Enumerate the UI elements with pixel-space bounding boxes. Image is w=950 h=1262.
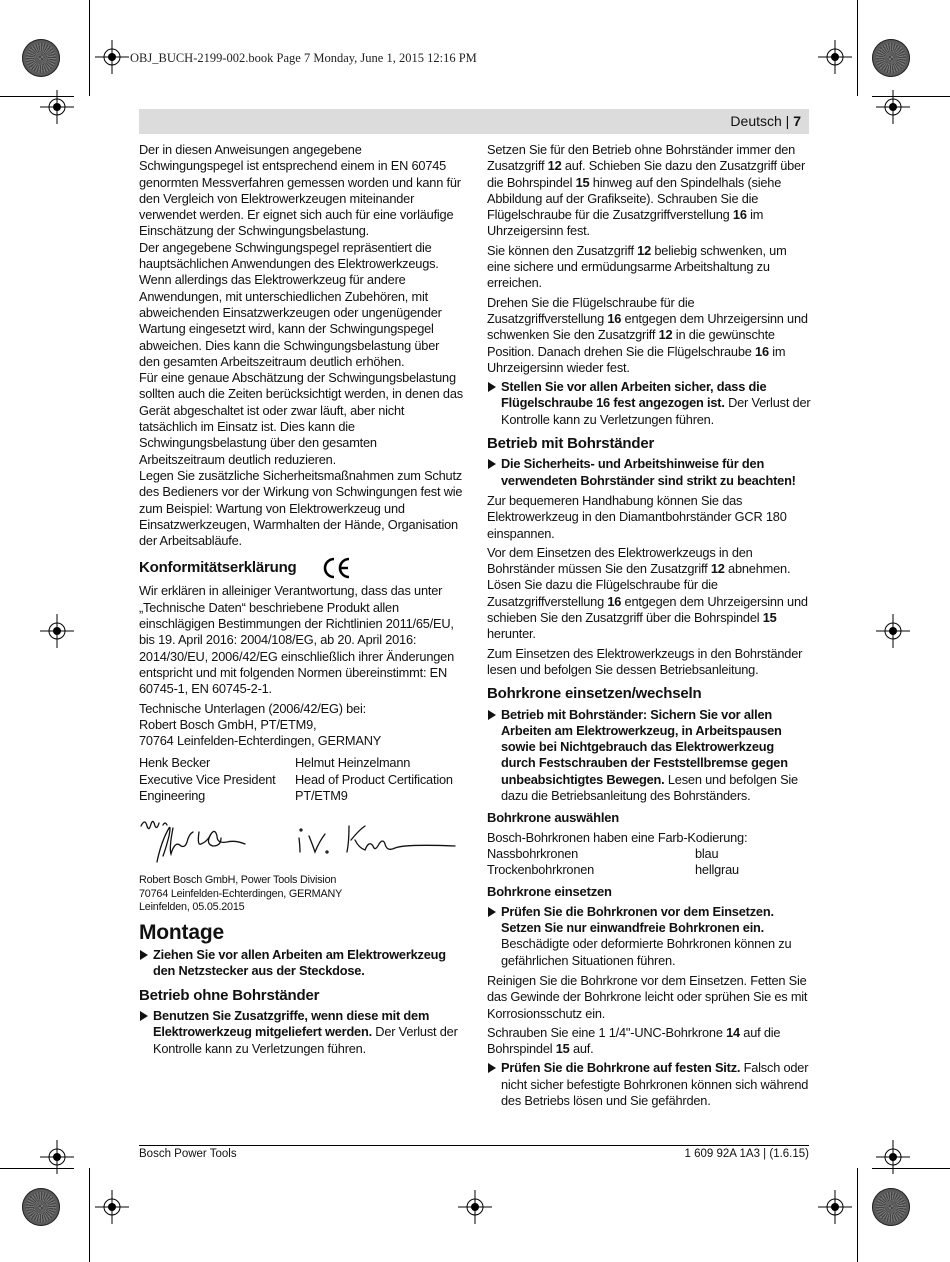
warning-bullet: Ziehen Sie vor allen Arbeiten am Elektrowerkzeug den Netzstecker aus der Steckdose.: [139, 947, 463, 980]
color-target-icon: [872, 39, 910, 77]
color-target-icon: [872, 1188, 910, 1226]
signatory-name: Helmut Heinzelmann: [295, 755, 411, 771]
paragraph: Reinigen Sie die Bohrkrone vor dem Einsetzen. Fetten Sie das Gewinde der Bohrkrone leicht oder sprühen Sie es mit Korrosionsschutz ein.: [487, 972, 808, 1021]
color-code-table: [487, 846, 811, 879]
paragraph: Robert Bosch GmbH, PT/ETM9,: [139, 716, 317, 732]
table-cell: Trockenbohrkronen: [487, 862, 595, 878]
signatory-dept: Engineering: [139, 787, 206, 803]
registration-mark-icon: [876, 1140, 910, 1174]
paragraph: Zur bequemeren Handhabung können Sie das Elektrowerkzeug in den Diamantbohrständer GCR 180 einspannen.: [487, 492, 787, 541]
ce-mark-icon: [322, 557, 352, 579]
signatories: [139, 755, 463, 804]
registration-mark-icon: [40, 90, 74, 124]
warning-bullet: Prüfen Sie die Bohrkrone auf festen Sitz. Falsch oder nicht sicher befestigte Bohrkronen können sich während des Betriebs lösen und Sie gefährden.: [487, 1060, 811, 1109]
company-line: Leinfelden, 05.05.2015: [139, 901, 245, 914]
signatory-left: [139, 755, 295, 804]
registration-mark-icon: [818, 1190, 852, 1224]
signatory-title: Executive Vice President: [139, 771, 276, 787]
warning-bullet: Benutzen Sie Zusatzgriffe, wenn diese mit dem Elektrowerkzeug mitgeliefert werden. Der Verlust der Kontrolle kann zu Verletzungen führen.: [139, 1008, 463, 1057]
paragraph: 70764 Leinfelden-Echterdingen, GERMANY: [139, 733, 382, 749]
warning-bullet: Die Sicherheits- und Arbeitshinweise für den verwendeten Bohrständer sind strikt zu beachten!: [487, 456, 811, 489]
paragraph: Der in diesen Anweisungen angegebene Schwingungspegel ist entsprechend einem in EN 60745 genormten Messverfahren gemessen worden und kann für den Vergleich von Elektrowerkzeugen miteinander verwendet werden. Er eignet sich auch für eine vorläufige Einschätzung der Schwingungsbelastung.: [139, 142, 461, 239]
color-target-icon: [22, 1188, 60, 1226]
registration-mark-icon: [876, 90, 910, 124]
warning-bullet: Betrieb mit Bohrständer: Sichern Sie vor allen Arbeiten am Elektrowerkzeug, in Arbeitspausen sowie bei Nichtgebrauch das Elektrowerkzeug durch Festschrauben der Feststellbremse gegen unbeabsichtigtes Bewegen. Lesen und befolgen Sie dazu die Betriebsanleitung des Bohrständers.: [487, 707, 811, 805]
signatory-dept: PT/ETM9: [295, 787, 348, 803]
paragraph: Zum Einsetzen des Elektrowerkzeugs in den Bohrständer lesen und befolgen Sie dessen Betriebsanleitung.: [487, 645, 803, 677]
bullet-triangle-icon: [140, 950, 148, 960]
registration-mark-icon: [95, 1190, 129, 1224]
signatory-title: Head of Product Certification: [295, 771, 453, 787]
registration-mark-icon: [818, 40, 852, 74]
section-heading: Bohrkrone einsetzen/wechseln: [487, 685, 702, 703]
bullet-triangle-icon: [488, 1063, 496, 1073]
table-cell: hellgrau: [695, 862, 739, 878]
section-heading: Konformitätserklärung: [139, 557, 463, 579]
signatory-name: Henk Becker: [139, 755, 211, 771]
signatory-right: [295, 755, 463, 804]
paragraph: Setzen Sie für den Betrieb ohne Bohrständer immer den Zusatzgriff 12 auf. Schieben Sie dazu den Zusatzgriff über die Bohrspindel 15 hinweg auf den Spindelhals (siehe Abbildung auf der Grafikseite). Schrauben Sie die Flügelschraube für die Zusatzgriffverstellung 16 im Uhrzeigersinn fest.: [487, 142, 806, 239]
paragraph: Bosch-Bohrkronen haben eine Farb-Kodierung:: [487, 829, 748, 845]
warning-bullet: Stellen Sie vor allen Arbeiten sicher, dass die Flügelschraube 16 fest angezogen ist. Der Verlust der Kontrolle kann zu Verletzungen führen.: [487, 379, 811, 428]
paragraph: Schrauben Sie eine 1 1/4"-UNC-Bohrkrone 14 auf die Bohrspindel 15 auf.: [487, 1024, 781, 1057]
paragraph: Technische Unterlagen (2006/42/EG) bei:: [139, 700, 366, 716]
bullet-triangle-icon: [488, 907, 496, 917]
subsection-heading: Bohrkrone einsetzen: [487, 884, 612, 900]
book-info-line: OBJ_BUCH-2199-002.book Page 7 Monday, June 1, 2015 12:16 PM: [130, 51, 477, 65]
paragraph: Drehen Sie die Flügelschraube für die Zusatzgriffverstellung 16 entgegen dem Uhrzeigersinn und schwenken Sie den Zusatzgriff 12 in die gewünschte Position. Danach drehen Sie die Flügelschraube 16 im Uhrzeigersinn wieder fest.: [487, 294, 808, 375]
registration-mark-icon: [40, 1140, 74, 1174]
section-heading: Betrieb mit Bohrständer: [487, 435, 655, 453]
registration-mark-icon: [95, 40, 129, 74]
paragraph: Wir erklären in alleiniger Verantwortung, dass das unter „Technische Daten“ beschriebene Produkt allen einschlägigen Bestimmungen der Richtlinien 2011/65/EU, bis 19. April 2016: 2004/108/EG, ab 20. April 2016: 2014/30/EU, 2006/42/EG einschließlich ihrer Änderungen entspricht und mit folgenden Normen übereinstimmt: EN 60745-1, EN 60745-2-1.: [139, 583, 455, 697]
footer-brand: Bosch Power Tools: [139, 1148, 237, 1160]
bullet-triangle-icon: [488, 710, 496, 720]
warning-bullet: Prüfen Sie die Bohrkronen vor dem Einsetzen. Setzen Sie nur einwandfreie Bohrkronen ein. Beschädigte oder deformierte Bohrkronen können zu gefährlichen Situationen führen.: [487, 904, 811, 969]
paragraph: Legen Sie zusätzliche Sicherheitsmaßnahmen zum Schutz des Bedieners vor der Wirkung von Schwingungen fest wie zum Beispiel: Wartung von Elektrowerkzeug und Einsatzwerkzeugen, Warmhalten der Hände, Organisation der Arbeitsabläufe.: [139, 467, 463, 549]
footer-doc-number: 1 609 92A 1A3 | (1.6.15): [684, 1148, 809, 1160]
page-header-label: [730, 113, 801, 129]
header-separator: |: [785, 113, 790, 129]
registration-mark-icon: [458, 1190, 492, 1224]
signatures-image: [139, 810, 459, 868]
bullet-triangle-icon: [488, 459, 496, 469]
company-line: 70764 Leinfelden-Echterdingen, GERMANY: [139, 887, 343, 900]
page-header-bar: [139, 109, 809, 134]
left-column: [139, 142, 463, 1061]
paragraph: Sie können den Zusatzgriff 12 beliebig schwenken, um eine sichere und ermüdungsarme Arbeitshaltung zu erreichen.: [487, 242, 787, 291]
paragraph: Vor dem Einsetzen des Elektrowerkzeugs in den Bohrständer müssen Sie den Zusatzgriff 12 abnehmen. Lösen Sie dazu die Flügelschraube für die Zusatzgriffverstellung 16 entgegen dem Uhrzeigersinn und schieben Sie den Zusatzgriff über die Bohrspindel 15 herunter.: [487, 544, 808, 642]
header-page-number: 7: [793, 113, 801, 129]
subsection-heading: Bohrkrone auswählen: [487, 810, 620, 826]
right-column: [487, 142, 811, 1113]
footer-rule: [139, 1145, 809, 1146]
paragraph: Der angegebene Schwingungspegel repräsentiert die hauptsächlichen Anwendungen des Elektrowerkzeugs. Wenn allerdings das Elektrowerkzeug für andere Anwendungen, mit unterschiedlichen Zubehören, mit abweichenden Einsatzwerkzeugen oder ungenügender Wartung eingesetzt wird, kann der Schwingungspegel abweichen. Dies kann die Schwingungsbelastung über den gesamten Arbeitszeitraum deutlich erhöhen.: [139, 239, 442, 369]
header-language: Deutsch: [730, 113, 782, 129]
registration-mark-icon: [876, 614, 910, 648]
bullet-triangle-icon: [140, 1011, 148, 1021]
paragraph: Für eine genaue Abschätzung der Schwingungsbelastung sollten auch die Zeiten berücksichtigt werden, in denen das Gerät abgeschaltet ist oder zwar läuft, aber nicht tatsächlich im Einsatz ist. Dies kann die Schwingungsbelastung über den gesamten Arbeitszeitraum deutlich reduzieren.: [139, 370, 463, 467]
registration-mark-icon: [40, 614, 74, 648]
section-heading: Betrieb ohne Bohrständer: [139, 986, 320, 1004]
company-block: [139, 874, 463, 915]
table-cell: Nassbohrkronen: [487, 845, 579, 861]
table-cell: blau: [695, 845, 719, 861]
color-target-icon: [22, 39, 60, 77]
company-line: Robert Bosch GmbH, Power Tools Division: [139, 874, 337, 887]
bullet-triangle-icon: [488, 382, 496, 392]
chapter-heading: Montage: [139, 920, 224, 944]
